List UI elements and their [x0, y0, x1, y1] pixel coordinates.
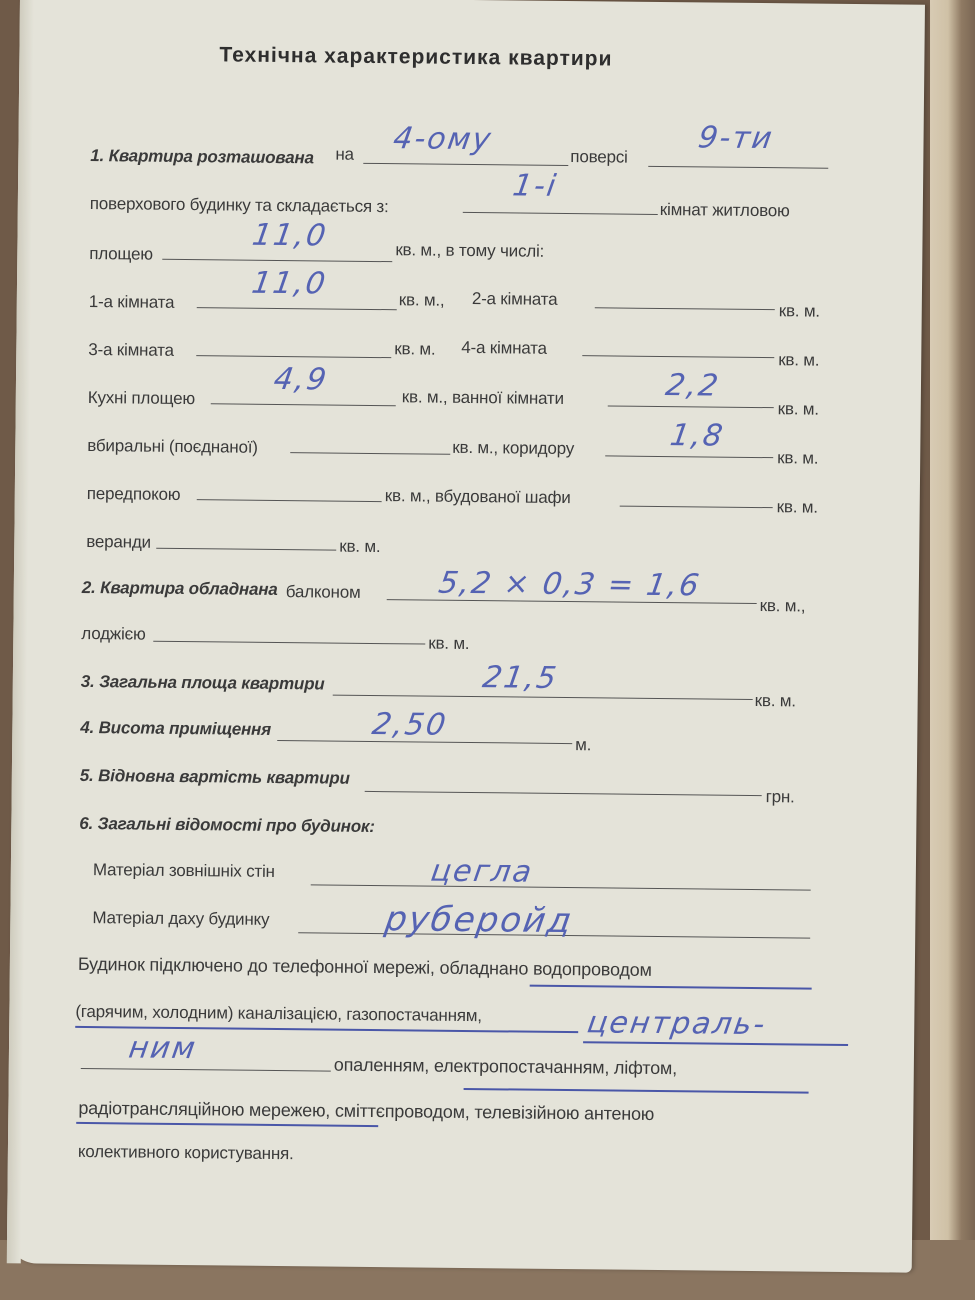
paragraph-line-4: радіотрансляційною мережею, сміттєпроводом, телевізійною антеною — [78, 1097, 655, 1124]
room1-line — [197, 307, 397, 310]
label-rooms-suffix: кімнат житловою — [659, 199, 790, 221]
room1-value: 11,0 — [249, 265, 330, 302]
corridor-line — [605, 455, 773, 458]
water-underline — [530, 985, 812, 990]
heating-line — [81, 1068, 331, 1072]
total-area-value: 21,5 — [480, 660, 561, 696]
label-room4-unit: кв. м. — [778, 350, 820, 370]
living-area-value: 11,0 — [249, 217, 330, 254]
label-room3-unit: кв. м. — [394, 339, 436, 359]
closet-line — [620, 506, 773, 509]
paragraph-line-3: опаленням, електропостачанням, ліфтом, — [333, 1054, 678, 1079]
label-room4: 4-а кімната — [461, 337, 547, 358]
walls-value: цегла — [428, 853, 536, 890]
wc-line — [290, 452, 450, 455]
floors-total-value: 9-ти — [695, 120, 777, 157]
page-title: Технічна характеристика квартири — [219, 43, 613, 71]
label-veranda-unit: кв. м. — [339, 536, 381, 557]
floors-total-line — [648, 166, 828, 169]
section-3-lead: 3. Загальна площа квартири — [80, 671, 325, 694]
heating-value-1: централь- — [584, 1005, 770, 1043]
adjacent-page — [930, 0, 975, 1300]
label-area-suffix: кв. м., в тому числі: — [395, 240, 545, 261]
paragraph-line-5: колективного користування. — [77, 1141, 294, 1164]
label-balcony: балконом — [285, 582, 361, 602]
document-page — [7, 0, 925, 1273]
label-room1-unit: кв. м., — [398, 290, 445, 310]
label-loggia-unit: кв. м. — [428, 633, 470, 654]
paragraph-line-1: Будинок підключено до телефонної мережі, обладнано водопроводом — [77, 953, 652, 980]
label-na: на — [335, 144, 354, 164]
label-total-area-unit: кв. м. — [754, 690, 796, 711]
room4-line — [582, 355, 774, 358]
cost-line — [365, 791, 762, 796]
section-2-lead: 2. Квартира обладнана — [81, 577, 278, 599]
heating-value-2: ним — [126, 1030, 200, 1067]
label-room1: 1-а кімната — [88, 291, 175, 312]
label-wc: вбиральні (поєднаної) — [87, 435, 258, 457]
label-area: площею — [89, 244, 153, 264]
label-loggia: лоджією — [81, 623, 146, 644]
label-kitchen: Кухні площею — [87, 387, 196, 409]
label-hall-unit: кв. м., вбудованої шафи — [384, 486, 571, 508]
label-poverse: поверсі — [570, 147, 628, 167]
walls-line — [311, 884, 811, 890]
label-balcony-unit: кв. м., — [759, 596, 806, 616]
section-4-lead: 4. Висота приміщення — [80, 717, 272, 739]
corridor-value: 1,8 — [667, 418, 727, 454]
label-corridor-unit: кв. м. — [777, 448, 819, 468]
room2-line — [595, 307, 775, 310]
label-veranda: веранди — [86, 531, 152, 552]
kitchen-value: 4,9 — [271, 361, 331, 398]
height-value: 2,50 — [369, 707, 450, 743]
rooms-line — [463, 212, 658, 215]
label-building-rooms: поверхового будинку та складається з: — [89, 194, 389, 217]
section-1-lead: 1. Квартира розташована — [90, 146, 314, 168]
label-roof: Матеріал даху будинку — [92, 908, 270, 929]
rooms-value: 1-і — [510, 168, 560, 204]
section-6-lead: 6. Загальні відомості про будинок: — [79, 813, 375, 837]
label-walls: Матеріал зовнішніх стін — [92, 860, 275, 881]
label-room2-unit: кв. м. — [778, 301, 821, 321]
living-area-line — [162, 259, 392, 262]
paragraph-line-2: (гарячим, холодним) каналізацією, газопостачанням, — [75, 1001, 482, 1026]
floor-value: 4-ому — [390, 121, 495, 158]
label-closet-unit: кв. м. — [776, 497, 818, 517]
electric-underline — [464, 1088, 809, 1094]
page-fold-shadow — [7, 0, 34, 1263]
room3-line — [196, 355, 391, 358]
label-cost-unit: грн. — [765, 787, 795, 807]
radio-underline — [76, 1122, 378, 1127]
roof-value: руберойд — [382, 899, 576, 942]
balcony-value: 5,2 × 0,3 = 1,6 — [436, 565, 704, 604]
label-wc-unit: кв. м., коридору — [452, 437, 575, 459]
section-5-lead: 5. Відновна вартість квартири — [79, 765, 350, 788]
floor-line — [363, 163, 568, 166]
label-hall: передпокою — [86, 483, 181, 504]
bath-value: 2,2 — [663, 368, 723, 404]
heating-underline — [583, 1041, 848, 1046]
hall-line — [197, 499, 382, 502]
label-bath-unit: кв. м. — [777, 399, 819, 419]
loggia-line — [153, 641, 425, 645]
bath-line — [608, 405, 774, 408]
veranda-line — [156, 548, 336, 551]
kitchen-line — [211, 403, 396, 406]
label-room3: 3-а кімната — [88, 339, 174, 360]
label-height-unit: м. — [575, 735, 592, 755]
label-kitchen-unit: кв. м., ванної кімнати — [401, 387, 564, 408]
label-room2: 2-а кімната — [471, 289, 558, 309]
